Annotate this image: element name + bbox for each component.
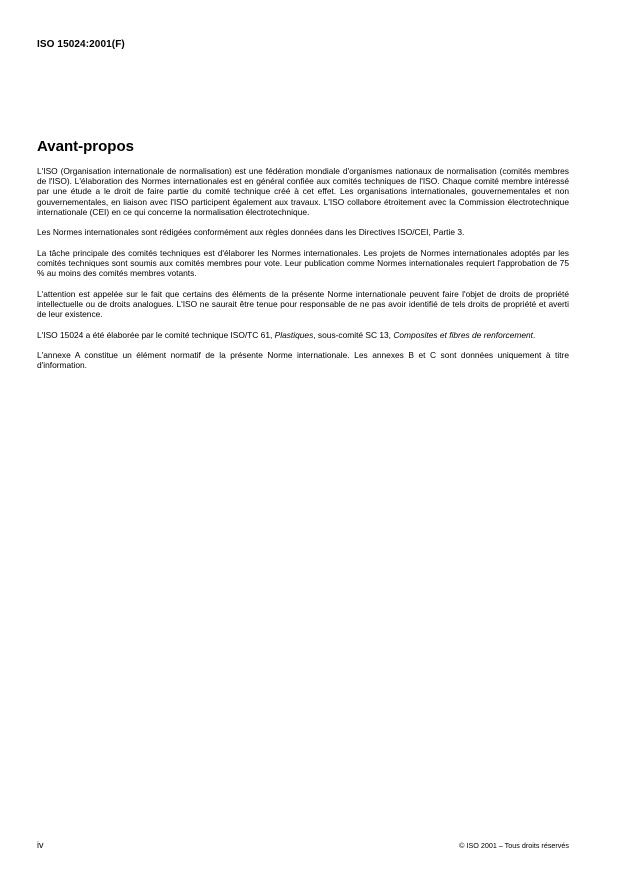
committee-text-1: L'ISO 15024 a été élaborée par le comité technique ISO/TC 61, xyxy=(37,329,275,340)
committee-name-plastics: Plastiques xyxy=(274,329,314,340)
paragraph-iso-organisation: L'ISO (Organisation internationale de normalisation) est une fédération mondiale d'organismes nationaux de normalisation (comités membres de l'ISO). L'élaboration des Normes internationales est en général confiée aux comités techniques de l'ISO. Chaque comité membre intéressé par une étude a le droit de faire partie du comité technique créé à cet effet. Les organisations internationales, gouvernementales et non gouvernementales, en liaison avec l'ISO participent également aux travaux. L'ISO collabore étroitement avec la Commission électrotechnique internationale (CEI) en ce qui concerne la normalisation électrotechnique. xyxy=(37,166,569,217)
committee-text-3: . xyxy=(533,329,536,340)
section-title: Avant-propos xyxy=(37,138,134,155)
committee-text-2: , sous-comité SC 13, xyxy=(313,329,394,340)
page-number: iv xyxy=(37,840,44,850)
document-id-header: ISO 15024:2001(F) xyxy=(37,39,125,50)
paragraph-patent-rights: L'attention est appelée sur le fait que certains des éléments de la présente Norme internationale peuvent faire l'objet de droits de propriété intellectuelle ou de droits analogues. L'ISO ne saurait être tenue pour responsable de ne pas avoir identifié de tels droits de propriété et averti de leur existence. xyxy=(37,288,569,320)
foreword-body xyxy=(37,166,569,381)
paragraph-committee-info xyxy=(37,330,569,340)
copyright-notice: © ISO 2001 – Tous droits réservés xyxy=(459,841,569,850)
paragraph-technical-committees: La tâche principale des comités techniques est d'élaborer les Normes internationales. Les projets de Normes internationales adoptés par les comités techniques sont soumis aux comités membres pour vote. Leur publication comme Normes internationales requiert l'approbation de 75 % au moins des comités membres votants. xyxy=(37,247,569,279)
paragraph-annexes: L'annexe A constitue un élément normatif de la présente Norme internationale. Les annexes B et C sont données uniquement à titre d'information. xyxy=(37,350,569,371)
paragraph-directives: Les Normes internationales sont rédigées conformément aux règles données dans les Directives ISO/CEI, Partie 3. xyxy=(37,227,465,238)
subcommittee-name: Composites et fibres de renforcement xyxy=(393,329,533,340)
